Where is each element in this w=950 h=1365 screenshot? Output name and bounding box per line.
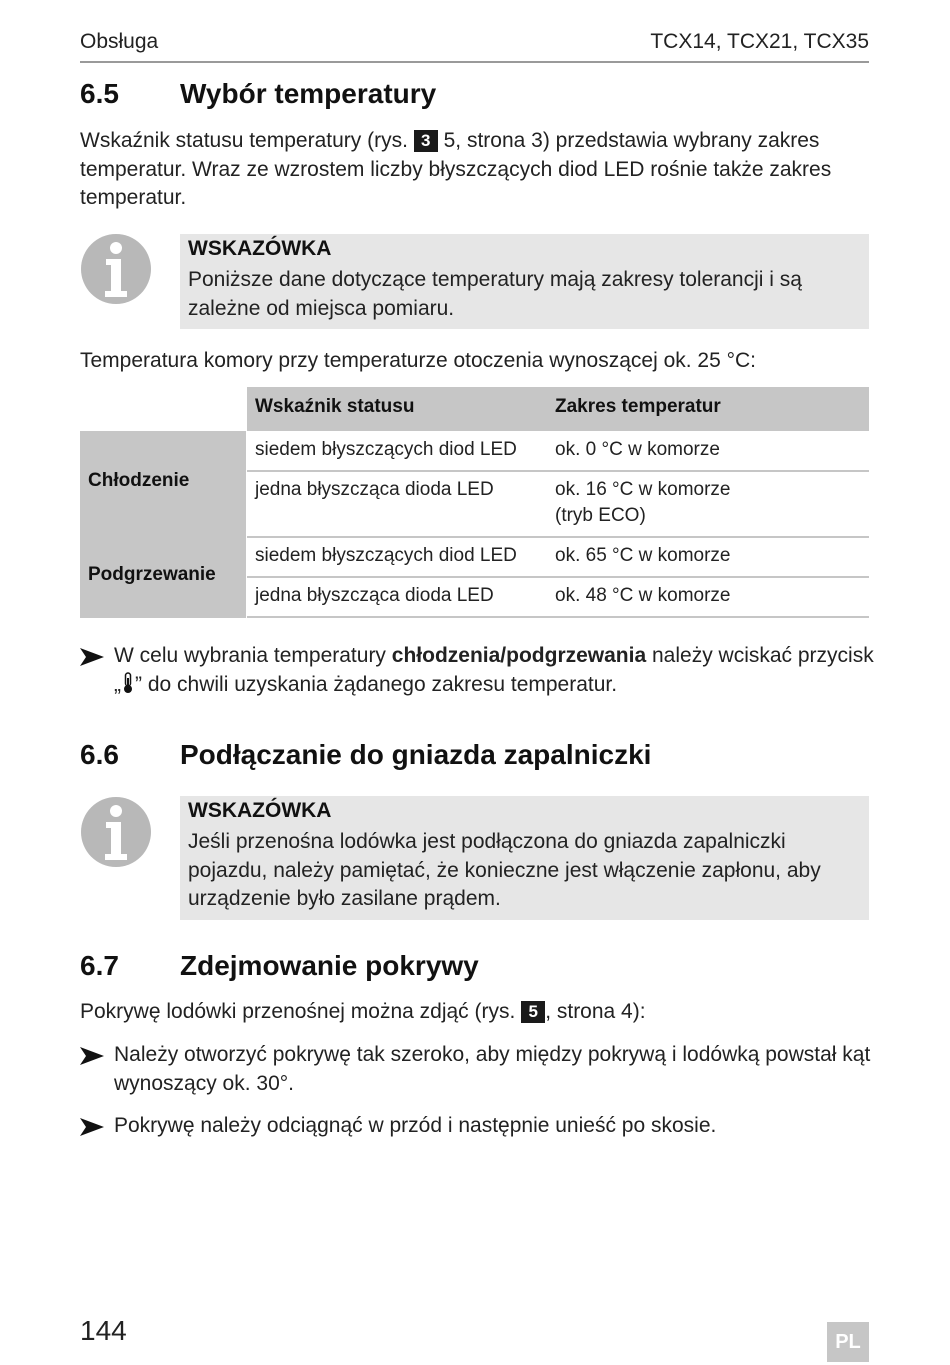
table-group-column — [80, 431, 246, 618]
table-caption: Temperatura komory przy temperaturze otoczenia wynoszącej ok. 25 °C: — [80, 349, 757, 372]
intro-text-continued: 5, strona 3) przedstawia wybrany zakres temperatur. Wraz ze wzrostem liczby błyszczących diod LED rośnie także zakres temperatur. — [80, 129, 832, 209]
note-title: WSKAZÓWKA — [188, 799, 332, 822]
section-number: 6.7 — [80, 950, 119, 981]
figure-reference-badge: 5 — [521, 1001, 545, 1023]
section-number: 6.6 — [80, 739, 119, 770]
section-title: Zdejmowanie pokrywy — [180, 950, 479, 981]
section-6-7-intro — [80, 998, 880, 1027]
instruction-text: należy wciskać przycisk „ — [114, 644, 874, 696]
column-header-range: Zakres temperatur — [555, 396, 721, 417]
note-box — [180, 234, 869, 329]
table-cell-range: ok. 0 °C w komorze — [555, 439, 720, 460]
section-title: Wybór temperatury — [180, 78, 437, 109]
info-icon — [80, 233, 152, 305]
arrow-bullet-icon — [80, 648, 104, 666]
figure-reference-badge: 3 — [414, 130, 438, 152]
table-cell-range: ok. 16 °C w komorze (tryb ECO) — [555, 479, 731, 526]
intro-text: Pokrywę lodówki przenośnej można zdjąć (rys. — [80, 1000, 516, 1023]
section-heading-6-7 — [80, 950, 479, 982]
instruction-select-temperature — [114, 642, 874, 699]
arrow-bullet-icon — [80, 1047, 104, 1065]
table-bottom-border — [247, 616, 869, 618]
step-remove-lid: Pokrywę należy odciągnąć w przód i następnie unieść po skosie. — [114, 1114, 717, 1137]
note-body: Jeśli przenośna lodówka jest podłączona do gniazda zapalniczki pojazdu, należy pamiętać, że konieczne jest włączenie zapłonu, aby urządzenie było zasilane prądem. — [188, 830, 821, 910]
section-title: Podłączanie do gniazda zapalniczki — [180, 739, 652, 770]
table-row-divider — [247, 576, 869, 578]
section-heading-6-5 — [80, 78, 436, 110]
group-label-heating: Podgrzewanie — [88, 564, 216, 585]
table-cell-range: ok. 48 °C w komorze — [555, 585, 731, 606]
intro-text-continued: , strona 4): — [545, 1000, 646, 1023]
table-row-divider — [247, 470, 869, 472]
note-title: WSKAZÓWKA — [188, 237, 332, 260]
group-label-cooling: Chłodzenie — [88, 470, 190, 491]
header-model-label: TCX14, TCX21, TCX35 — [650, 30, 869, 53]
section-6-5-intro — [80, 127, 880, 213]
section-number: 6.5 — [80, 78, 119, 109]
column-header-status: Wskaźnik statusu — [255, 396, 415, 417]
arrow-bullet-icon — [80, 1118, 104, 1136]
instruction-emphasis: chłodzenia/podgrzewania — [391, 644, 647, 667]
thermometer-icon — [121, 672, 135, 694]
note-body: Poniższe dane dotyczące temperatury mają zakresy tolerancji i są zależne od miejsca pomiaru. — [188, 268, 802, 320]
table-row-divider — [247, 536, 869, 538]
table-cell-status: siedem błyszczących diod LED — [255, 439, 517, 460]
table-cell-status: jedna błyszcząca dioda LED — [255, 479, 494, 500]
note-box — [180, 796, 869, 920]
instruction-text: W celu wybrania temperatury — [114, 644, 392, 667]
header-divider — [80, 61, 869, 63]
info-icon — [80, 796, 152, 868]
table-cell-status: jedna błyszcząca dioda LED — [255, 585, 494, 606]
table-header-row — [247, 387, 869, 431]
page-number: 144 — [80, 1315, 127, 1346]
table-cell-range: ok. 65 °C w komorze — [555, 545, 731, 566]
header-section-label: Obsługa — [80, 30, 159, 53]
step-open-lid: Należy otworzyć pokrywę tak szeroko, aby między pokrywą i lodówką powstał kąt wynoszący ok. 30°. — [114, 1043, 871, 1095]
instruction-text: ” do chwili uzyskania żądanego zakresu temperatur. — [135, 672, 618, 696]
language-badge: PL — [827, 1322, 869, 1362]
section-heading-6-6 — [80, 739, 651, 771]
table-cell-status: siedem błyszczących diod LED — [255, 545, 517, 566]
intro-text: Wskaźnik statusu temperatury (rys. — [80, 129, 408, 152]
